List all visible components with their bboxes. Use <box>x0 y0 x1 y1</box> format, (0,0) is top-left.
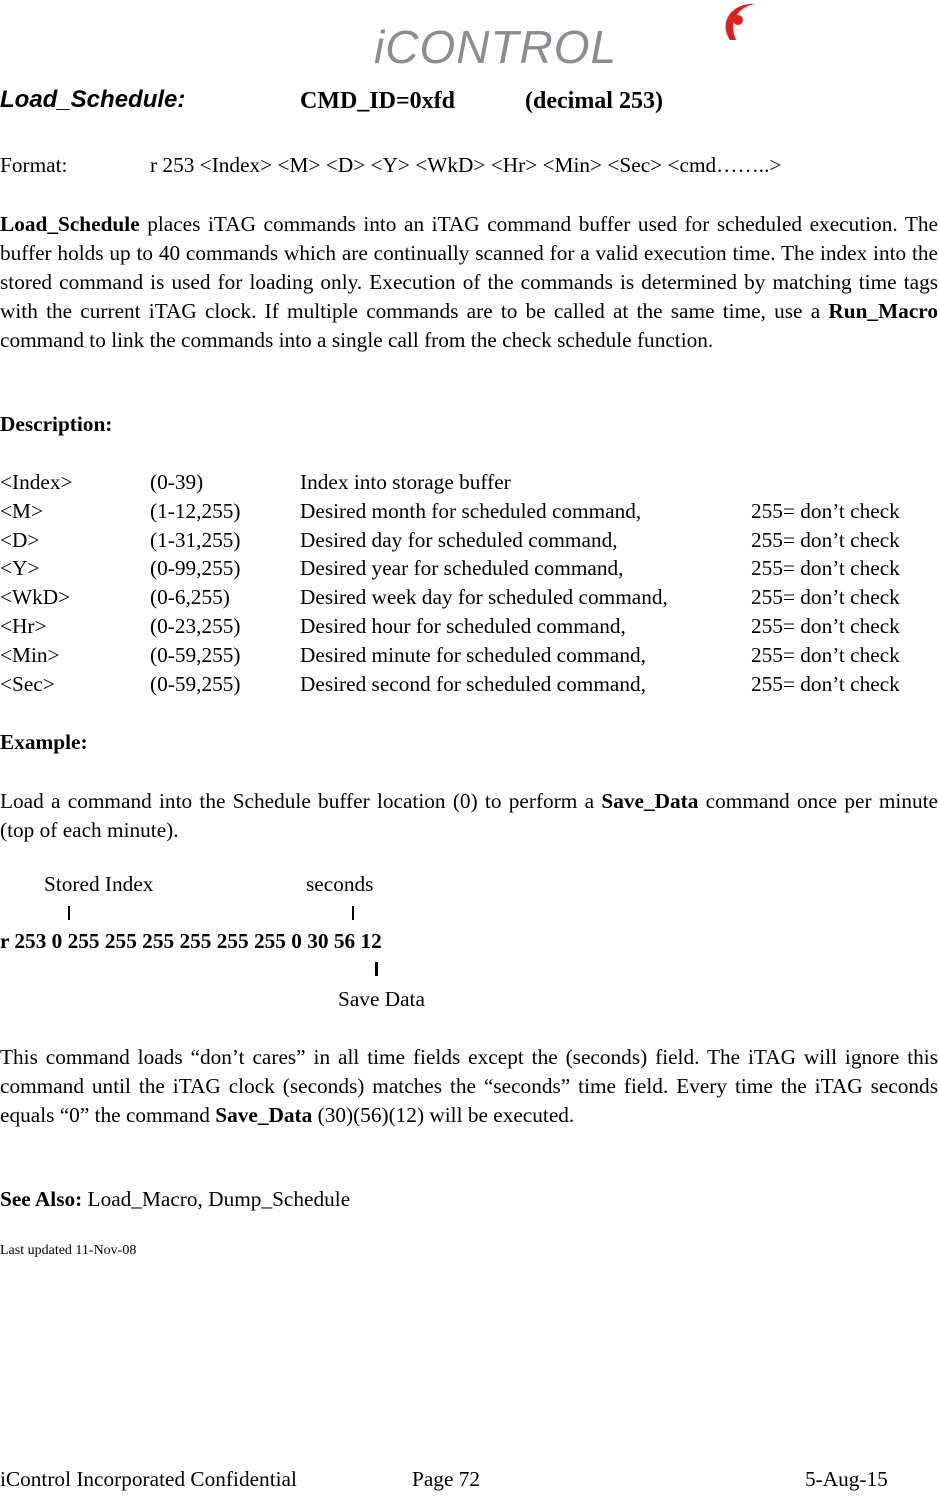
label-stored-index: Stored Index <box>44 872 154 896</box>
description-heading: Description: <box>0 412 113 436</box>
intro-term: Load_Schedule <box>0 212 140 236</box>
param-name: <Y> <box>0 556 40 581</box>
param-description: Desired minute for scheduled command, <box>300 642 646 667</box>
description-row <box>0 614 939 643</box>
param-name: <D> <box>0 527 40 552</box>
param-note: 255= don’t check <box>751 671 900 696</box>
see-also-label: See Also: <box>0 1187 83 1211</box>
param-name: <Sec> <box>0 671 55 696</box>
save-data-pointer <box>375 962 378 976</box>
footer-company: iControl Incorporated Confidential <box>0 1467 297 1491</box>
param-range: (0-6,255) <box>150 585 230 610</box>
label-save-data: Save Data <box>338 987 425 1011</box>
footer-date: 5-Aug-15 <box>805 1467 888 1491</box>
param-range: (1-12,255) <box>150 498 241 523</box>
param-note: 255= don’t check <box>751 498 900 523</box>
command-decimal: (decimal 253) <box>525 88 663 114</box>
intro-macro: Run_Macro <box>828 298 938 323</box>
param-note: 255= don’t check <box>751 585 900 610</box>
description-row <box>0 556 939 585</box>
format-value: r 253 <Index> <M> <D> <Y> <WkD> <Hr> <Min> <Sec> <cmd……..> <box>150 153 782 177</box>
logo-text <box>374 20 617 74</box>
seconds-pointer <box>352 906 354 920</box>
param-description: Desired day for scheduled command, <box>300 527 618 552</box>
page-title <box>0 86 185 114</box>
example-term: Save_Data <box>601 789 699 813</box>
param-note: 255= don’t check <box>751 642 900 667</box>
explanation-part1: This command loads “don’t cares” in all time fields except the (seconds) field. The iTAG will ignore this command until the iTAG clock (seconds) matches the “seconds” time field. Every time the iTAG seconds equals “0” the command <box>0 1045 938 1127</box>
param-description: Desired month for scheduled command, <box>300 498 642 523</box>
index-pointer <box>68 906 70 920</box>
description-row <box>0 643 939 672</box>
intro-part1: places iTAG commands into an iTAG command buffer used for scheduled execution. The buffer holds up to 40 commands which are continually scanned for a valid execution time. The index into the stored command is used for loading only. Execution of the commands is determined by matching time tags with the current iTAG clock. If multiple commands are to be called at the same time, use a <box>0 212 938 323</box>
example-command: r 253 0 255 255 255 255 255 255 0 30 56 12 <box>0 929 382 953</box>
example-text-before: Load a command into the Schedule buffer location (0) to perform a <box>0 789 602 813</box>
see-also <box>0 1187 350 1212</box>
example-text-after: command once per minute (top of each minute). <box>0 789 938 842</box>
param-range: (0-99,255) <box>150 556 241 581</box>
description-row <box>0 672 939 701</box>
description-row <box>0 528 939 557</box>
param-note: 255= don’t check <box>751 614 900 638</box>
example-heading: Example: <box>0 730 88 754</box>
param-name: <Min> <box>0 642 60 667</box>
param-description: Desired year for scheduled command, <box>300 556 624 581</box>
description-row <box>0 499 939 528</box>
param-description: Desired second for scheduled command, <box>300 671 646 696</box>
param-range: (0-39) <box>150 470 204 494</box>
logo-wordmark: iCONTROL <box>374 21 618 73</box>
param-description: Desired hour for scheduled command, <box>300 614 626 638</box>
param-description: Desired week day for scheduled command, <box>300 585 668 610</box>
logo-swoosh-icon <box>716 0 776 70</box>
param-range: (0-23,255) <box>150 614 241 638</box>
intro-paragraph <box>0 210 938 355</box>
param-note: 255= don’t check <box>751 556 900 581</box>
param-note: 255= don’t check <box>751 527 900 552</box>
explanation-paragraph <box>0 1043 938 1130</box>
param-name: <WkD> <box>0 585 71 610</box>
description-row <box>0 585 939 614</box>
param-description: Index into storage buffer <box>300 470 511 494</box>
command-id: CMD_ID=0xfd <box>300 88 456 114</box>
intro-part2: command to link the commands into a single call from the check schedule function. <box>0 327 714 352</box>
param-name: <Hr> <box>0 614 47 638</box>
label-seconds: seconds <box>306 872 374 896</box>
param-range: (1-31,255) <box>150 527 241 552</box>
format-label: Format: <box>0 153 68 177</box>
see-also-links: Load_Macro, Dump_Schedule <box>82 1187 351 1211</box>
explanation-part2: (30)(56)(12) will be executed. <box>312 1102 575 1127</box>
param-range: (0-59,255) <box>150 642 241 667</box>
description-row <box>0 470 939 499</box>
command-name: Load_Schedule: <box>0 86 186 113</box>
param-name: <Index> <box>0 470 73 494</box>
example-paragraph <box>0 787 938 845</box>
footer-page-number: Page 72 <box>412 1467 481 1491</box>
param-range: (0-59,255) <box>150 671 241 696</box>
last-updated: Last updated 11-Nov-08 <box>0 1243 137 1258</box>
param-name: <M> <box>0 498 43 523</box>
explanation-term: Save_Data <box>215 1102 313 1127</box>
